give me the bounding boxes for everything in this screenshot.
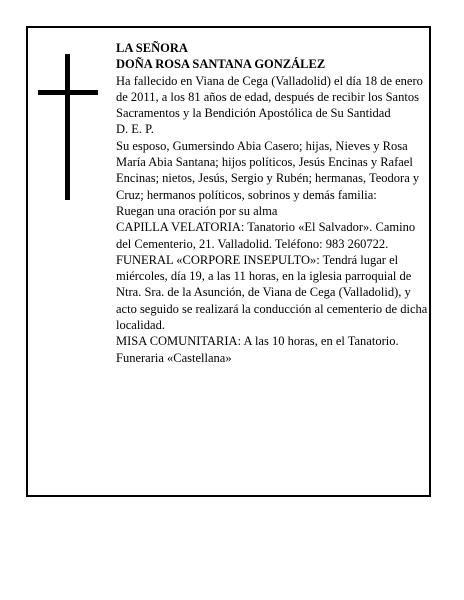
funeral-info: FUNERAL «CORPORE INSEPULTO»: Tendrá lugar el miércoles, día 19, a las 11 horas, en la iglesia parroquial de Ntra. Sra. de la Asunción, de Viana de Cega (Valladolid), y acto seguido se realizará la conducción al cementerio de dicha localidad. (116, 252, 428, 333)
cross-vertical-bar (65, 54, 70, 200)
cross-icon (38, 54, 98, 200)
cross-horizontal-bar (38, 90, 98, 95)
rip-text: D. E. P. (116, 122, 154, 137)
funeral-home-name: Funeraria «Castellana» (116, 350, 232, 365)
deceased-name: DOÑA ROSA SANTANA GONZÁLEZ (116, 57, 326, 72)
family-list: Su esposo, Gumersindo Abia Casero; hijas, Nieves y Rosa María Abia Santana; hijos políticos, Jesús Encinas y Rafael Encinas; nietos, Jesús, Sergio y Rubén; hermanas, Teodora y Cruz; hermanos políticos, sobrinos y demás familia: (116, 138, 420, 202)
community-mass-info: MISA COMUNITARIA: A las 10 horas, en el Tanatorio. (116, 334, 399, 349)
wake-chapel-info: CAPILLA VELATORIA: Tanatorio «El Salvador». Camino del Cementerio, 21. Valladolid. Teléfono: 983 260722. (116, 220, 416, 251)
death-announcement: Ha fallecido en Viana de Cega (Valladolid) el día 18 de enero de 2011, a los 81 años de edad, después de recibir los Santos Sacramentos y la Bendición Apostólica de Su Santidad (116, 73, 423, 121)
notice-content (116, 40, 428, 366)
obituary-notice (26, 26, 431, 497)
prayer-request: Ruegan una oración por su alma (116, 203, 278, 218)
notice-title: LA SEÑORA (116, 41, 188, 55)
